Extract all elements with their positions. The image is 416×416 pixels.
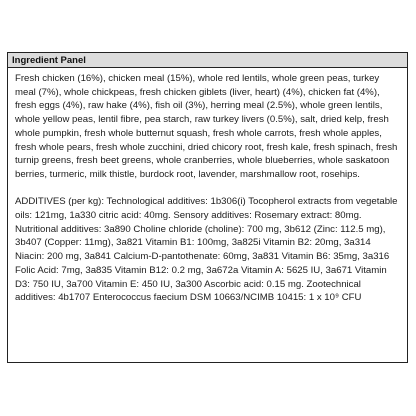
- panel-title: Ingredient Panel: [8, 53, 407, 68]
- ingredient-panel: [7, 52, 408, 363]
- additives-text: ADDITIVES (per kg): Technological additives: 1b306(i) Tocopherol extracts from vegetable oils: 121mg, 1a330 citric acid: 40mg. Sensory additives: Rosemary extract: 80mg. Nutritional additives: 3a890 Choline chloride (choline): 700 mg, 3b612 (Zinc: 112.5 mg), 3b407 (Copper: 11mg), 3a821 Vitamin B1: 100mg, 3a825i Vitamin B2: 20mg, 3a314 Niacin: 200 mg, 3a841 Calcium-D-pantothenate: 60mg, 3a831 Vitamin B6: 35mg, 3a316 Folic Acid: 7mg, 3a835 Vitamin B12: 0.2 mg, 3a672a Vitamin A: 5625 IU, 3a671 Vitamin D3: 750 IU, 3a700 Vitamin E: 450 IU, 3a300 Ascorbic acid: 0.15 mg. Zootechnical additives: 4b1707 Enterococcus faecium DSM 10663/NCIMB 10415: 1 x 10⁹ CFU: [15, 196, 398, 304]
- panel-body: [8, 68, 407, 305]
- ingredients-text: Fresh chicken (16%), chicken meal (15%), whole red lentils, whole green peas, turkey meal (7%), whole chickpeas, fresh chicken giblets (liver, heart) (4%), chicken fat (4%), fresh eggs (4%), raw hake (4%), fish oil (3%), herring meal (2.5%), whole green lentils, whole yellow peas, lentil fibre, pea starch, raw turkey livers (0.5%), salt, dried kelp, fresh whole pumpkin, fresh whole butternut squash, fresh whole carrots, fresh whole apples, fresh whole pears, fresh whole zucchini, dried chicory root, fresh kale, fresh spinach, fresh turnip greens, fresh beet greens, whole cranberries, whole blueberries, whole saskatoon berries, turmeric, milk thistle, burdock root, lavender, marshmallow root, rosehips.: [15, 73, 398, 180]
